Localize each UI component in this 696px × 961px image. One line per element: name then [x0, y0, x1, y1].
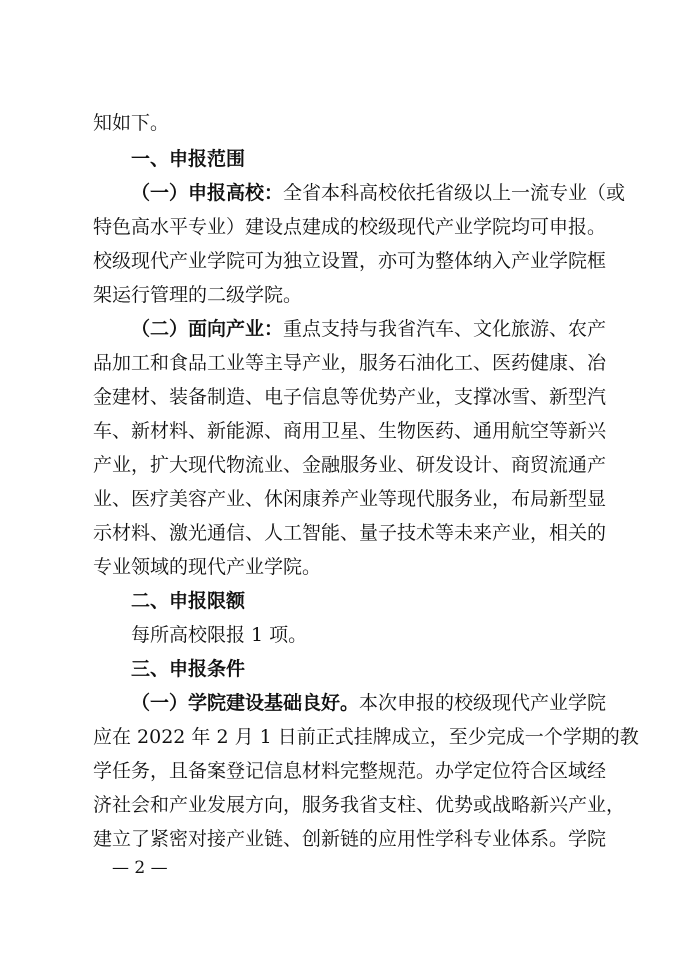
section1-item1-line3: 校级现代产业学院可为独立设置，亦可为整体纳入产业学院框 — [93, 250, 607, 272]
section1-item2-line6: 业、医疗美容产业、休闲康养产业等现代服务业，布局新型显 — [93, 488, 607, 510]
section1-item1-label: （一）申报高校： — [131, 182, 284, 204]
section1-item2-line5: 产业，扩大现代物流业、金融服务业、研发设计、商贸流通产 — [93, 454, 607, 476]
section3-item1-line5: 建立了紧密对接产业链、创新链的应用性学科专业体系。学院 — [93, 828, 607, 850]
section3-heading: 三、申报条件 — [131, 658, 246, 680]
section1-item2-line4: 车、新材料、新能源、商用卫星、生物医药、通用航空等新兴 — [93, 420, 607, 442]
section1-item2-line8: 专业领域的现代产业学院。 — [93, 556, 322, 578]
section2-body: 每所高校限报 1 项。 — [131, 624, 308, 646]
section1-item2-line2: 品加工和食品工业等主导产业，服务石油化工、医药健康、冶 — [93, 352, 607, 374]
section1-heading: 一、申报范围 — [131, 148, 246, 170]
section3-item1-line3: 学任务，且备案登记信息材料完整规范。办学定位符合区域经 — [93, 760, 607, 782]
section1-item1-line4: 架运行管理的二级学院。 — [93, 284, 303, 306]
intro-line: 知如下。 — [93, 112, 170, 134]
section1-item2-line3: 金建材、装备制造、电子信息等优势产业，支撑冰雪、新型汽 — [93, 386, 607, 408]
section3-item1-line1: （一）学院建设基础良好。本次申报的校级现代产业学院 — [131, 692, 607, 714]
section1-item2-line1: （二）面向产业：重点支持与我省汽车、文化旅游、农产 — [131, 318, 607, 340]
section1-item2-label: （二）面向产业： — [131, 318, 284, 340]
section3-item1-label: （一）学院建设基础良好。 — [131, 692, 360, 714]
section1-item1-line2: 特色高水平专业）建设点建成的校级现代产业学院均可申报。 — [93, 216, 607, 238]
section2-heading: 二、申报限额 — [131, 590, 246, 612]
section1-item1-line1: （一）申报高校：全省本科高校依托省级以上一流专业（或 — [131, 182, 626, 204]
section3-item1-line4: 济社会和产业发展方向，服务我省支柱、优势或战略新兴产业， — [93, 794, 626, 816]
page-number: — 2 — — [112, 858, 168, 878]
section3-item1-line2: 应在 2022 年 2 月 1 日前正式挂牌成立，至少完成一个学期的教 — [93, 726, 639, 748]
section1-item2-line7: 示材料、激光通信、人工智能、量子技术等未来产业，相关的 — [93, 522, 607, 544]
